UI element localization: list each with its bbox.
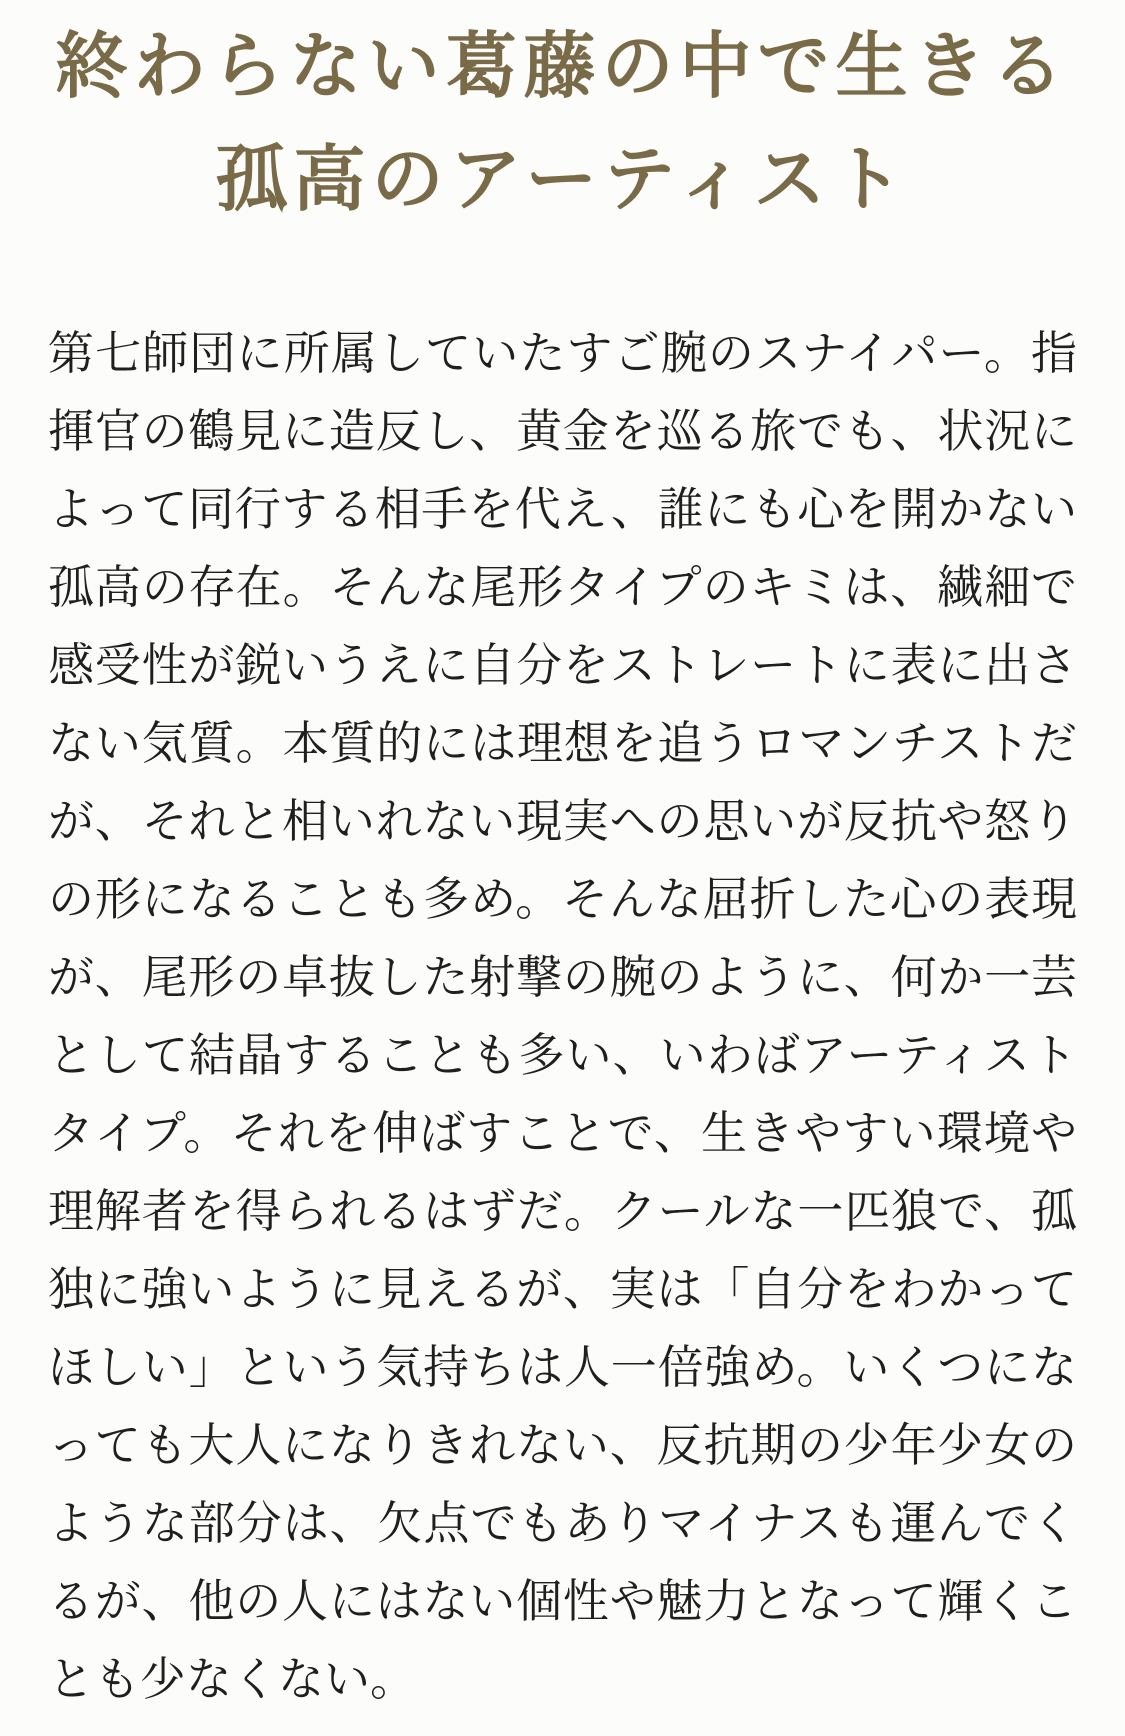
body-text-line: が、それと相いれない現実への思いが反抗や怒り <box>48 795 1077 847</box>
body-text-line: が、尾形の卓抜した射撃の腕のように、何か一芸 <box>48 951 1077 1003</box>
article-text <box>48 314 1077 1718</box>
body-text-line: の形になることも多め。そんな屈折した心の表現 <box>48 873 1077 925</box>
body-text-line: ほしい」という気持ちは人一倍強め。いくつにな <box>48 1341 1077 1393</box>
body-text-line: るが、他の人にはない個性や魅力となって輝くこ <box>48 1575 1077 1627</box>
body-text-line: っても大人になりきれない、反抗期の少年少女の <box>48 1419 1077 1471</box>
page-title-line-1: 終わらない葛藤の中で生きる <box>55 27 1070 107</box>
body-text-line: ような部分は、欠点でもありマイナスも運んでく <box>48 1497 1077 1549</box>
body-text-line: ない気質。本質的には理想を追うロマンチストだ <box>48 717 1077 769</box>
page <box>0 11 1125 1736</box>
body-text-line: として結晶することも多い、いわばアーティスト <box>48 1029 1077 1081</box>
article-body <box>48 314 1077 1718</box>
body-text-line: 理解者を得られるはずだ。クールな一匹狼で、孤 <box>48 1185 1077 1237</box>
body-text-line: タイプ。それを伸ばすことで、生きやすい環境や <box>48 1107 1077 1159</box>
body-text-line: 第七師団に所属していたすご腕のスナイパー。指 <box>48 327 1077 379</box>
body-text-line: よって同行する相手を代え、誰にも心を開かない <box>48 483 1077 535</box>
body-text-line: とも少なくない。 <box>48 1653 416 1705</box>
page-title-line-2: 孤高のアーティスト <box>215 140 910 220</box>
body-text-line: 揮官の鶴見に造反し、黄金を巡る旅でも、状況に <box>48 405 1077 457</box>
body-text-line: 感受性が鋭いうえに自分をストレートに表に出さ <box>48 639 1077 691</box>
page-title <box>0 11 1125 237</box>
body-text-line: 独に強いように見えるが、実は「自分をわかって <box>48 1263 1077 1315</box>
body-text-line: 孤高の存在。そんな尾形タイプのキミは、繊細で <box>48 561 1077 613</box>
